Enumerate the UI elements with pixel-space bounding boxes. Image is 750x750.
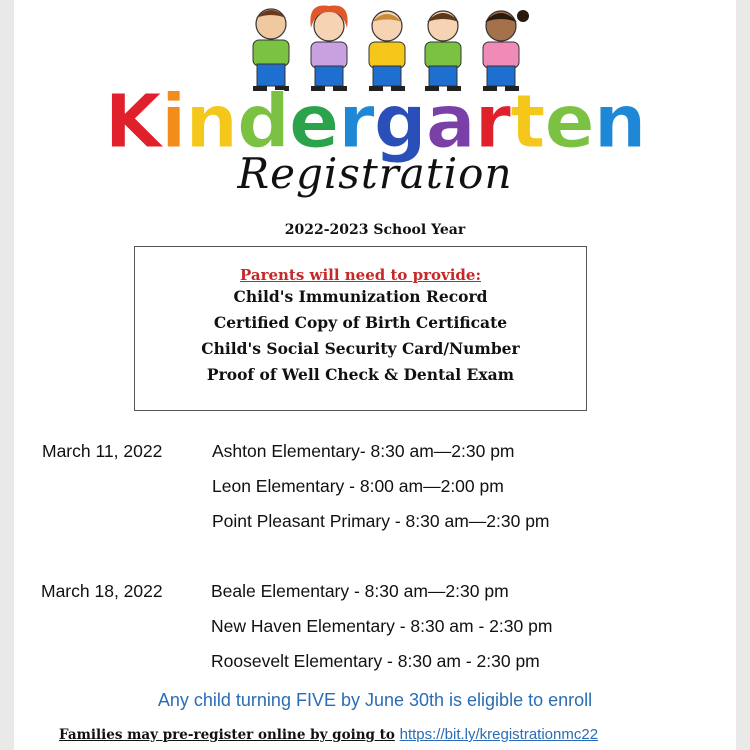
requirement-item: Child's Social Security Card/Number bbox=[201, 339, 520, 358]
preregister-text: Families may pre-register online by going to bbox=[59, 727, 395, 743]
flyer-page bbox=[14, 0, 736, 750]
title-letter: t bbox=[510, 79, 545, 165]
schedule-school: Beale Elementary - 8:30 am—2:30 pm bbox=[211, 581, 509, 601]
requirements-box bbox=[134, 246, 587, 411]
title-letter: n bbox=[593, 79, 646, 165]
schedule-school: Leon Elementary - 8:00 am—2:00 pm bbox=[212, 476, 504, 496]
title-letter: r bbox=[474, 79, 511, 165]
school-year: 2022-2023 School Year bbox=[284, 222, 466, 238]
schedule-school: New Haven Elementary - 8:30 am - 2:30 pm bbox=[211, 616, 553, 636]
title-letter: K bbox=[104, 79, 161, 165]
schedule-date: March 11, 2022 bbox=[42, 441, 163, 461]
schedule-date: March 18, 2022 bbox=[41, 581, 163, 601]
title-letter: e bbox=[544, 79, 594, 165]
title-letter: g bbox=[373, 79, 426, 165]
requirement-item: Certified Copy of Birth Certificate bbox=[213, 313, 508, 332]
requirements-heading: Parents will need to provide: bbox=[239, 266, 481, 284]
title-letter: e bbox=[289, 79, 339, 165]
title-letter: d bbox=[237, 79, 289, 165]
preregister-line bbox=[59, 726, 598, 743]
preregister-link[interactable]: https://bit.ly/kregistrationmc22 bbox=[399, 726, 599, 743]
title-letter: r bbox=[338, 79, 374, 165]
schedule-school: Roosevelt Elementary - 8:30 am - 2:30 pm bbox=[211, 651, 540, 671]
eligibility-note: Any child turning FIVE by June 30th is eligible to enroll bbox=[157, 690, 593, 710]
schedule-school: Ashton Elementary- 8:30 am—2:30 pm bbox=[212, 441, 515, 461]
requirement-item: Proof of Well Check & Dental Exam bbox=[206, 365, 515, 384]
schedule-school: Point Pleasant Primary - 8:30 am—2:30 pm bbox=[212, 511, 550, 531]
registration-subtitle: Registration bbox=[237, 149, 513, 198]
requirement-item: Child's Immunization Record bbox=[233, 287, 488, 306]
title-letter: n bbox=[185, 79, 238, 165]
title-letter: i bbox=[160, 79, 186, 165]
title-letter: a bbox=[425, 79, 475, 165]
